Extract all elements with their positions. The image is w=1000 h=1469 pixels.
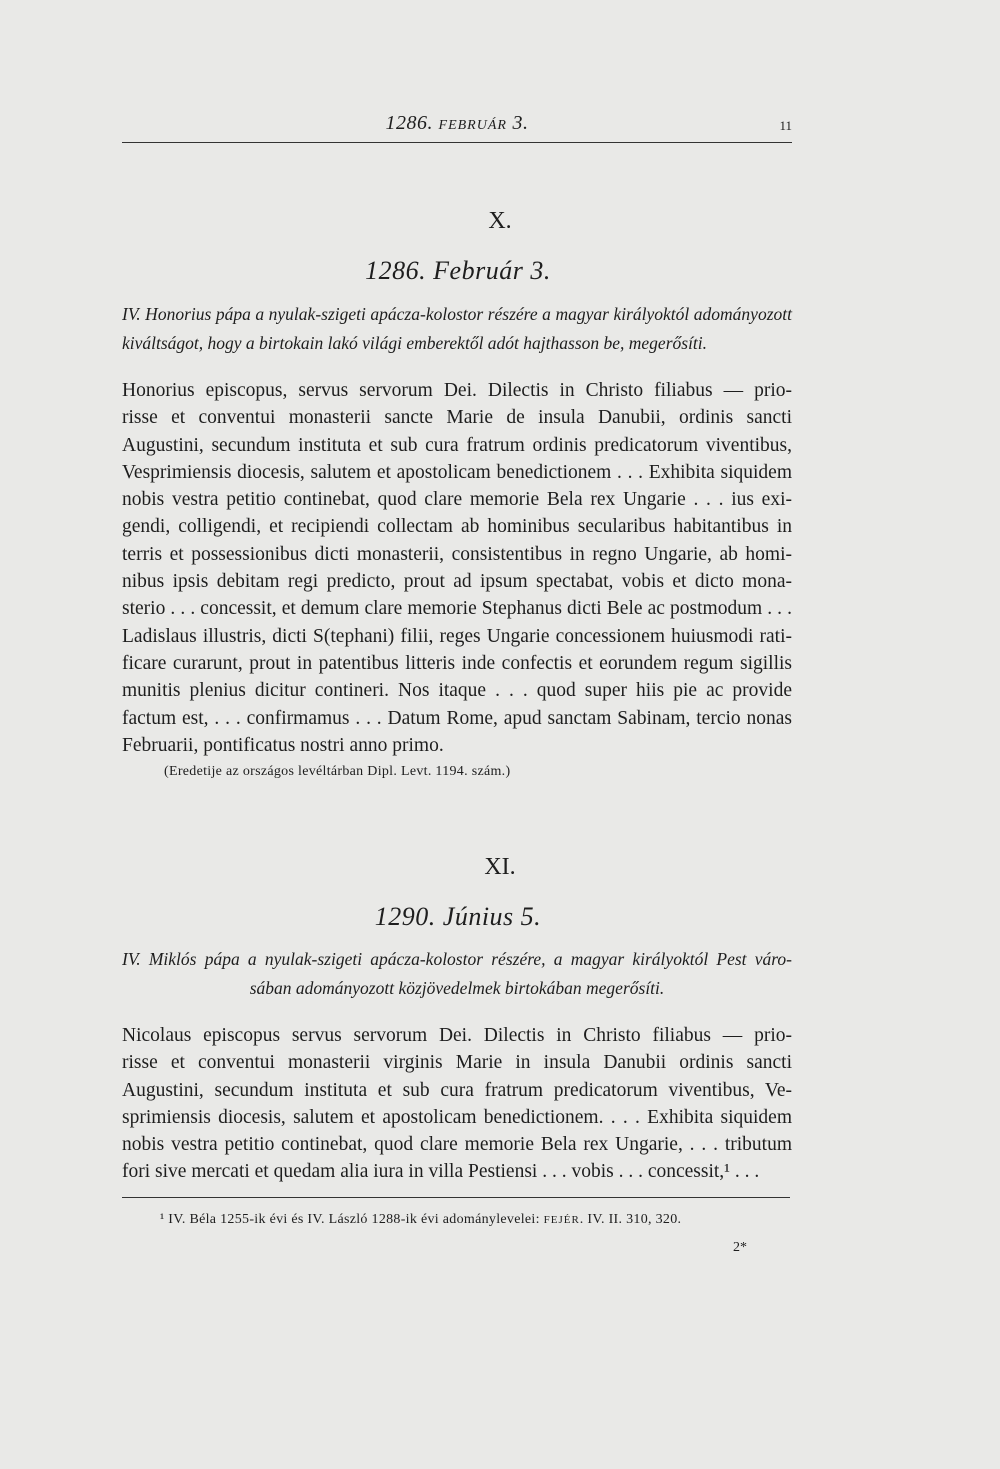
footnote-rule — [122, 1197, 790, 1198]
charter-regest — [122, 945, 792, 1003]
text-line: Augustini, secundum instituta et sub cura fratrum ordinis predicatorum viventibus, — [122, 434, 792, 456]
page-number: 11 — [779, 118, 792, 133]
signature-mark: 2* — [733, 1240, 747, 1255]
source-note: (Eredetije az országos levéltárban Dipl. Levt. 1194. szám.) — [164, 764, 511, 779]
running-title-day: 3. — [512, 112, 529, 134]
footnote-author: FEJÉR — [543, 1214, 580, 1226]
charter-number: X. — [488, 208, 512, 234]
text-line: nobis vestra petitio continebat, quod clare memorie Bela rex Ungarie . . . ius exi- — [122, 489, 792, 511]
text-line: Vesprimiensis diocesis, salutem et apostolicam benedictionem . . . Exhibita siquidem — [122, 461, 792, 483]
charter-date: 1290. Június 5. — [374, 902, 542, 931]
text-line: Honorius episcopus, servus servorum Dei. Dilectis in Christo filiabus — prio- — [122, 380, 792, 401]
running-title-month: FEBRUÁR — [438, 118, 507, 133]
footnote-text: ¹ IV. Béla 1255-ik évi és IV. László 1288-ik évi adománylevelei: — [160, 1212, 544, 1227]
text-line: ficare curarunt, prout in patentibus litteris inde confectis et eorundem regum sigillis — [122, 652, 792, 674]
text-line: Nicolaus episcopus servus servorum Dei. Dilectis in Christo filiabus — prio- — [122, 1025, 792, 1046]
text-line: gendi, colligendi, et recipiendi collectam ab hominibus secularibus habitantibus in — [122, 516, 792, 538]
running-title — [122, 112, 792, 135]
text-line: terris et possessionibus dicti monasterii, consistentibus in regno Ungarie, ab homi- — [122, 543, 792, 565]
regest-line: IV. Miklós pápa a nyulak-szigeti apácza-kolostor részére, a magyar királyoktól Pest váro- — [122, 949, 792, 969]
text-line: sterio . . . concessit, et demum clare memorie Stephanus dicti Bele ac postmodum . . . — [122, 598, 792, 620]
charter-number: XI. — [484, 854, 516, 880]
text-line: risse et conventui monasterii virginis Marie in insula Danubii ordinis sancti — [122, 1052, 792, 1074]
text-line: munitis plenius dicitur contineri. Nos itaque . . . quod super hiis pie ac provide — [122, 680, 792, 702]
text-line: nobis vestra petitio continebat, quod clare memorie Bela rex Ungarie, . . . tributum — [122, 1134, 792, 1156]
footnote — [160, 1212, 681, 1228]
text-line: sprimiensis diocesis, salutem et apostolicam benedictionem. . . . Exhibita siquidem — [122, 1106, 792, 1128]
footnote-reference: . IV. II. 310, 320. — [579, 1212, 682, 1227]
charter-text — [122, 377, 792, 759]
text-line: Augustini, secundum instituta et sub cura fratrum predicatorum viventibus, Ve- — [122, 1079, 792, 1101]
regest-line: sában adományozott közjövedelmek birtokában megerősíti. — [249, 978, 665, 998]
text-line: Februarii, pontificatus nostri anno primo. — [122, 734, 444, 756]
running-head — [122, 112, 792, 143]
charter-regest: IV. Honorius pápa a nyulak-szigeti apácza-kolostor részére a magyar királyoktól adományozott kiváltságot, hogy a birtokain lakó világi emberektől adót hajthasson be, megerősíti. — [122, 304, 792, 353]
charter-date: 1286. Február 3. — [365, 256, 551, 285]
text-line: nibus ipsis debitam regi predicto, prout ad ipsum spectabat, vobis et dicto mona- — [122, 571, 792, 593]
text-line: Ladislaus illustris, dicti S(tephani) filii, reges Ungarie concessionem huiusmodi rati- — [122, 625, 792, 647]
text-line: risse et conventui monasterii sancte Marie de insula Danubii, ordinis sancti — [122, 407, 792, 429]
text-line: factum est, . . . confirmamus . . . Datum Rome, apud sanctam Sabinam, tercio nonas — [122, 707, 792, 729]
text-line: fori sive mercati et quedam alia iura in villa Pestiensi . . . vobis . . . concessit,¹ . . . — [122, 1161, 760, 1183]
running-title-year: 1286. — [385, 112, 434, 134]
charter-text — [122, 1022, 792, 1186]
